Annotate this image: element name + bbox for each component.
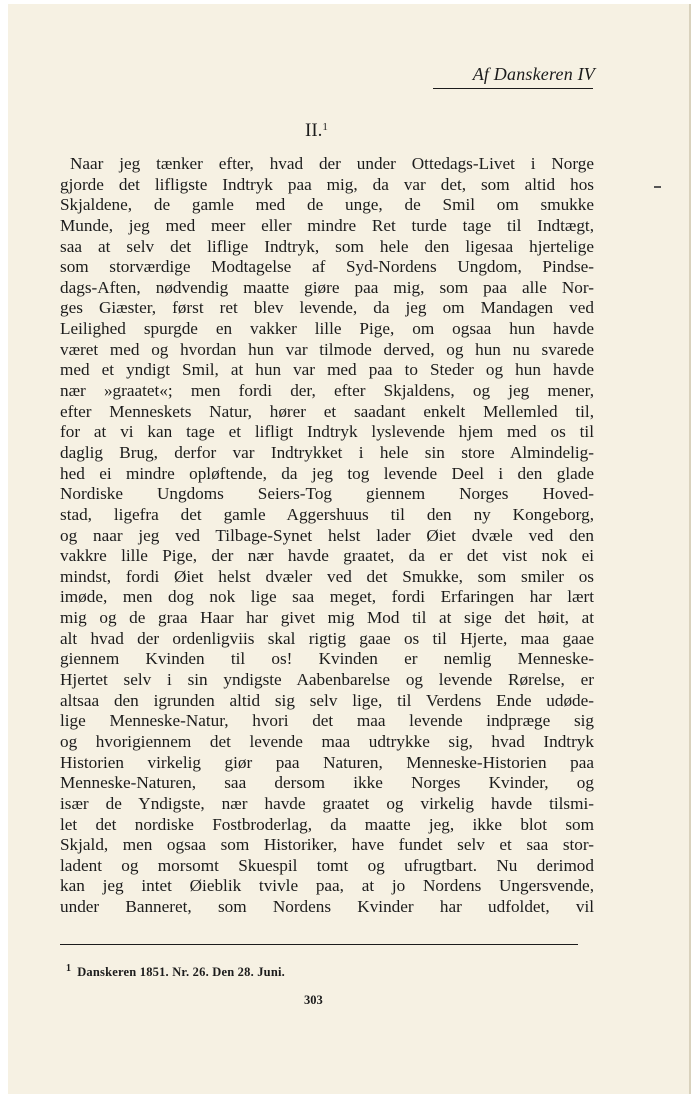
text-line: efter Menneskets Natur, hører et saadant enkelt Mellemled til, [60, 401, 594, 421]
text-line: lige Menneske-Natur, hvori det maa levende indpræge sig [60, 711, 594, 731]
book-page [8, 4, 691, 1094]
text-line: giennem Kvinden til os! Kvinden er nemlig Menneske- [60, 649, 594, 669]
text-line: Munde, jeg med meer eller mindre Ret turde tage til Indtægt, [60, 215, 594, 235]
text-line: med et yndigt Smil, at hun var med paa to Steder og hun havde [60, 360, 594, 380]
text-line: daglig Brug, derfor var Indtrykket i hele sin store Almindelig- [60, 442, 594, 462]
footnote [66, 963, 285, 980]
text-line: vakkre lille Pige, der nær havde graatet, da er det vist nok ei [60, 546, 594, 566]
footnote-reference: 1 [322, 121, 328, 133]
text-line: som storværdige Modtagelse af Syd-Nordens Ungdom, Pindse- [60, 257, 594, 277]
text-line: Skjald, men ogsaa som Historiker, have fundet selv et saa stor- [60, 835, 594, 855]
text-line: ges Giæster, først ret blev levende, da jeg om Mandagen ved [60, 298, 594, 318]
footnote-mark: 1 [66, 963, 72, 974]
text-line: kan jeg intet Øieblik tvivle paa, at jo Nordens Ungersvende, [60, 876, 594, 896]
text-line: nær »graatet«; men fordi der, efter Skjaldens, og jeg mener, [60, 381, 594, 401]
text-line: for at vi kan tage et lifligt Indtryk lyslevende hjem med os til [60, 422, 594, 442]
text-line: været med og hvordan hun var tilmode derved, og hun nu svarede [60, 339, 594, 359]
text-line: mindst, fordi Øiet helst dvæler ved det Smukke, som smiler os [60, 566, 594, 586]
text-line: og hvorigiennem det levende maa udtrykke sig, hvad Indtryk [60, 731, 594, 751]
text-line: Nordiske Ungdoms Seiers-Tog giennem Norges Hoved- [60, 484, 594, 504]
text-line: hed ei mindre opløftende, da jeg tog levende Deel i den glade [60, 463, 594, 483]
text-line: og naar jeg ved Tilbage-Synet helst lader Øiet dvæle ved den [60, 525, 594, 545]
text-line: Menneske-Naturen, saa dersom ikke Norges Kvinder, og [60, 773, 594, 793]
section-title [305, 120, 328, 142]
text-line: Leilighed spurgde en vakker lille Pige, om ogsaa hun havde [60, 319, 594, 339]
text-line: saa at selv det liflige Indtryk, som hele den ligesaa hjertelige [60, 236, 594, 256]
text-line: stad, ligefra det gamle Aggershuus til den ny Kongeborg, [60, 504, 594, 524]
footnote-text: Danskeren 1851. Nr. 26. Den 28. Juni. [77, 965, 285, 979]
text-line: dags-Aften, nødvendig maatte giøre paa mig, som paa alle Nor- [60, 277, 594, 297]
page-number: 303 [304, 993, 323, 1007]
margin-mark [654, 186, 661, 188]
text-line: let det nordiske Fostbroderlag, da maatte jeg, ikke blot som [60, 814, 594, 834]
text-line: Naar jeg tænker efter, hvad der under Ottedags-Livet i Norge [70, 154, 594, 173]
text-line: Historien virkelig giør paa Naturen, Menneske-Historien paa [60, 752, 594, 772]
text-line: under Banneret, som Nordens Kvinder har udfoldet, vil [60, 897, 594, 917]
body-text [60, 154, 594, 918]
text-line: altsaa den igrunden altid sig selv lige, til Verdens Ende udøde- [60, 690, 594, 710]
text-line: gjorde det lifligste Indtryk paa mig, da var det, som altid hos [60, 174, 594, 194]
running-head: Af Danskeren IV [472, 64, 595, 84]
text-line: mig og de graa Haar har givet mig Mod til at sige det høit, at [60, 608, 594, 628]
section-title-text: II. [305, 120, 323, 141]
header-rule [433, 88, 593, 89]
text-line: imøde, men dog nok lige saa meget, fordi Erfaringen har lært [60, 587, 594, 607]
footnote-rule [60, 944, 578, 945]
text-line: især de Yndigste, nær havde graatet og virkelig havde tilsmi- [60, 793, 594, 813]
text-line: Skjaldene, de gamle med de unge, de Smil om smukke [60, 195, 594, 215]
text-line: Hjertet selv i sin yndigste Aabenbarelse og levende Rørelse, er [60, 670, 594, 690]
text-line: alt hvad der ordenligviis skal rigtig gaae os til Hjerte, maa gaae [60, 628, 594, 648]
text-line: ladent og morsomt Skuespil tomt og ufrugtbart. Nu derimod [60, 855, 594, 875]
